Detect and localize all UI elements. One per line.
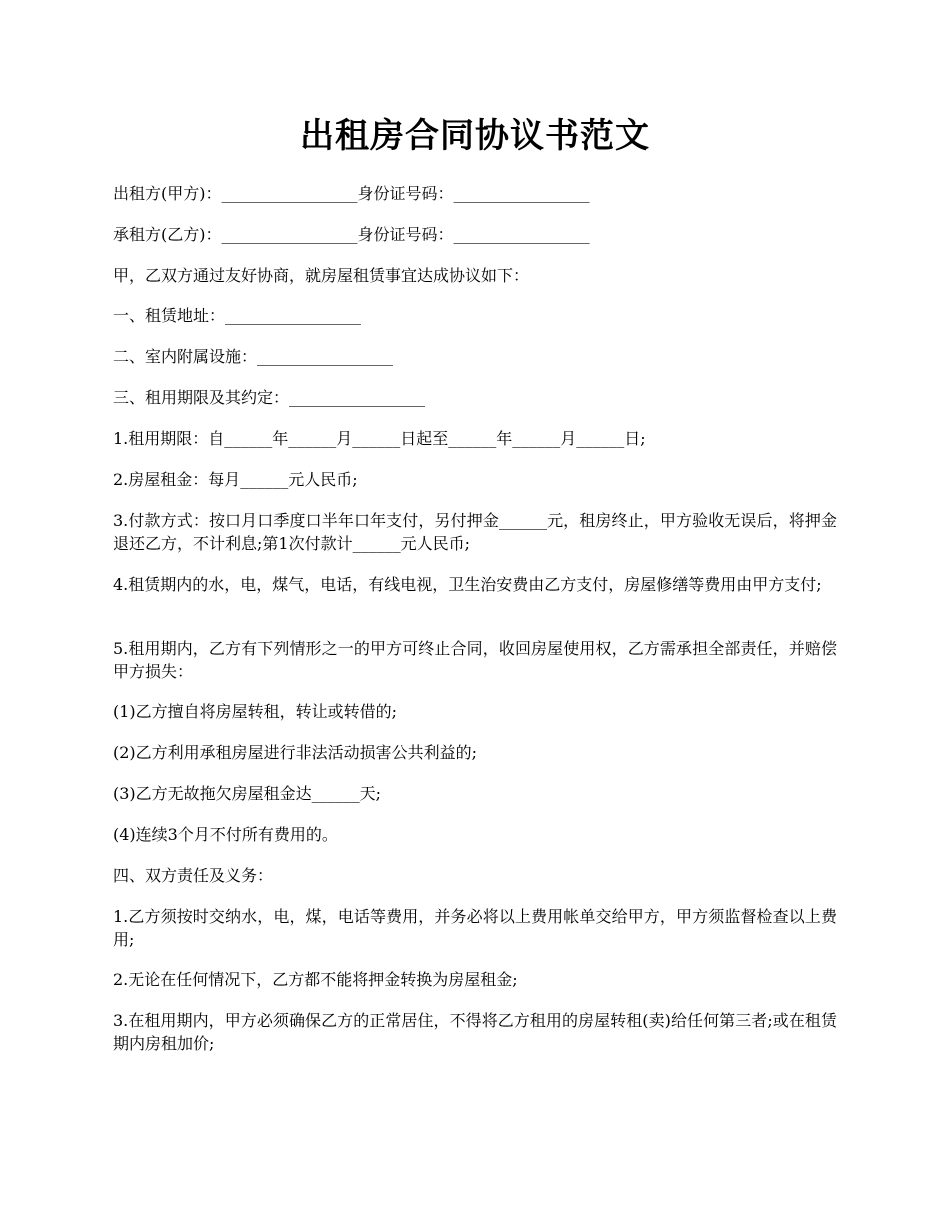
intro-paragraph: 甲，乙双方通过友好协商，就房屋租赁事宜达成协议如下：: [113, 266, 530, 285]
clause-termination: 5.租用期内，乙方有下列情形之一的甲方可终止合同，收回房屋使用权，乙方需承担全部责任，并赔偿甲方损失：: [113, 639, 837, 681]
clause-rent: 2.房屋租金：每月______元人民币;: [113, 470, 358, 489]
termination-item: (4)连续3个月不付所有费用的。: [113, 825, 338, 844]
duty-clause: 3.在租用期内，甲方必须确保乙方的正常居住，不得将乙方租用的房屋转租(卖)给任何第三者;或在租赁期内房租加价;: [113, 1011, 837, 1053]
clause-payment: 3.付款方式：按口月口季度口半年口年支付，另付押金______元，租房终止，甲方验收无误后，将押金退还乙方，不计利息;第1次付款计______元人民币;: [113, 511, 837, 553]
duty-clause: 2.无论在任何情况下，乙方都不能将押金转换为房屋租金;: [113, 970, 518, 989]
clause-utilities: 4.租赁期内的水，电，煤气，电话，有线电视，卫生治安费由乙方支付，房屋修缮等费用由甲方支付;: [113, 575, 822, 594]
section-heading-facilities: 二、室内附属设施：_________________: [113, 347, 394, 366]
termination-item: (1)乙方擅自将房屋转租，转让或转借的;: [113, 702, 398, 721]
section-heading-duties: 四、双方责任及义务：: [113, 866, 274, 885]
lessee-line: 承租方(乙方)：_________________身份证号码：_________________: [113, 225, 590, 244]
section-heading-address: 一、租赁地址：_________________: [113, 306, 362, 325]
duty-clause: 1.乙方须按时交纳水，电，煤，电话等费用，并务必将以上费用帐单交给甲方，甲方须监督检查以上费用;: [113, 907, 837, 949]
clause-term-period: 1.租用期限：自______年______月______日起至______年______月______日;: [113, 429, 646, 448]
termination-item: (2)乙方利用承租房屋进行非法活动损害公共利益的;: [113, 743, 478, 762]
document-title: 出租房合同协议书范文: [300, 116, 650, 156]
section-heading-term: 三、租用期限及其约定：_________________: [113, 388, 426, 407]
lessor-line: 出租方(甲方)：_________________身份证号码：_________________: [113, 184, 590, 203]
termination-item: (3)乙方无故拖欠房屋租金达______天;: [113, 784, 382, 803]
